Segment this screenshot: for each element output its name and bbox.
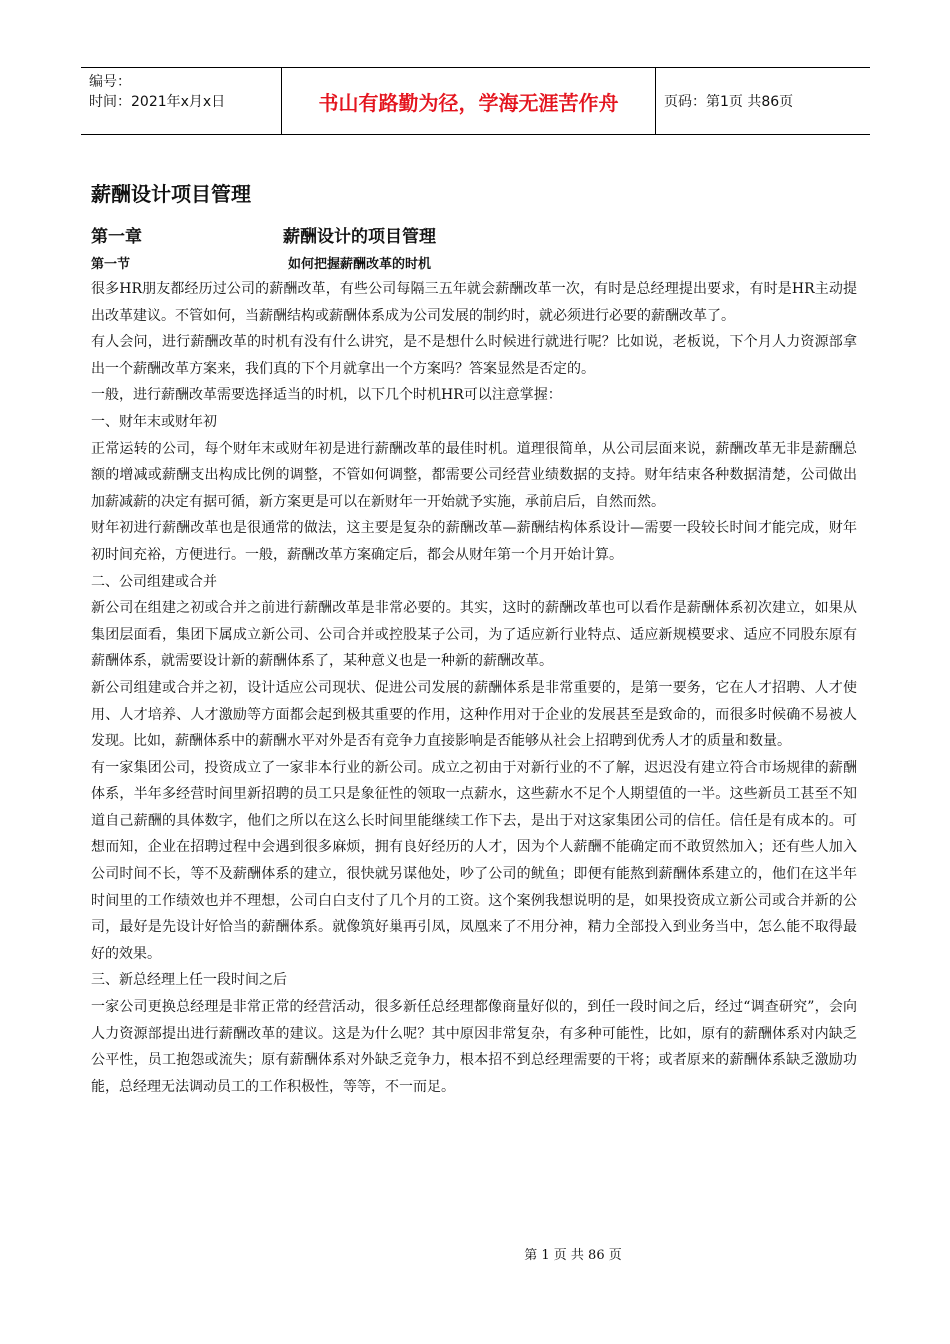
subheading: 三、新总经理上任一段时间之后: [91, 972, 287, 989]
paragraph: 一般，进行薪酬改革需要选择适当的时机，以下几个时机HR可以注意掌握：: [91, 387, 562, 404]
body-text: [91, 276, 857, 1100]
paragraph: 一家公司更换总经理是非常正常的经营活动，很多新任总经理都像商量好似的，到任一段时间之后，经过“调查研究”，会向人力资源部提出进行薪酬改革的建议。这是为什么呢？其中原因非常复杂，有多种可能性，比如，原有的薪酬体系对内缺乏公平性，员工抱怨或流失；原有薪酬体系对外缺乏竞争力，根本招不到总经理需要的干将；或者原来的薪酬体系缺乏激励功能，总经理无法调动员工的工作积极性，等等，不一而足。: [91, 999, 857, 1095]
subheading: 二、公司组建或合并: [91, 573, 217, 590]
section-title: 如何把握薪酬改革的时机: [288, 257, 432, 272]
paragraph: 很多HR朋友都经历过公司的薪酬改革，有些公司每隔三五年就会薪酬改革一次，有时是总经理提出要求，有时是HR主动提出改革建议。不管如何，当薪酬结构或薪酬体系成为公司发展的制约时，就必须进行必要的薪酬改革了。: [91, 281, 857, 324]
header-page-number: 页码：第1页 共86页: [664, 94, 794, 110]
paragraph: 新公司在组建之初或合并之前进行薪酬改革是非常必要的。其实，这时的薪酬改革也可以看作是薪酬体系初次建立，如果从集团层面看，集团下属成立新公司、公司合并或控股某子公司，为了适应新行业特点、适应新规模要求、适应不同股东原有薪酬体系，就需要设计新的薪酬体系了，某种意义也是一种新的薪酬改革。: [91, 600, 857, 670]
document-title: 薪酬设计项目管理: [91, 182, 251, 206]
chapter-heading: [91, 222, 857, 247]
header-motto-cell: [282, 68, 656, 134]
page-header: [81, 67, 870, 135]
paragraph: 正常运转的公司，每个财年末或财年初是进行薪酬改革的最佳时机。道理很简单，从公司层面来说，薪酬改革无非是薪酬总额的增减或薪酬支出构成比例的调整，不管如何调整，都需要公司经营业绩数据的支持。财年结束各种数据清楚，公司做出加薪减薪的决定有据可循，新方案更是可以在新财年一开始就予实施，承前启后，自然而然。: [91, 440, 857, 510]
chapter-number: 第一章: [91, 227, 142, 247]
header-motto: 书山有路勤为径，学海无涯苦作舟: [318, 90, 619, 115]
paragraph: 新公司组建或合并之初，设计适应公司现状、促进公司发展的薪酬体系是非常重要的，是第一要务，它在人才招聘、人才使用、人才培养、人才激励等方面都会起到极其重要的作用，这种作用对于企业的发展甚至是致命的，而很多时候确不易被人发现。比如，薪酬体系中的薪酬水平对外是否有竞争力直接影响是否能够从社会上招聘到优秀人才的质量和数量。: [91, 679, 857, 750]
paragraph: 财年初进行薪酬改革也是很通常的做法，这主要是复杂的薪酬改革—薪酬结构体系设计—需要一段较长时间才能完成，财年初时间充裕，方便进行。一般，薪酬改革方案确定后，都会从财年第一个月开始计算。: [91, 520, 857, 563]
paragraph: 有人会问，进行薪酬改革的时机有没有什么讲究，是不是想什么时候进行就进行呢？比如说，老板说，下个月人力资源部拿出一个薪酬改革方案来，我们真的下个月就拿出一个方案吗？答案显然是否定的。: [91, 334, 857, 377]
header-page-cell: [656, 68, 870, 134]
subheading: 一、财年末或财年初: [91, 413, 217, 430]
document-date: 时间：2021年x月x日: [89, 94, 226, 110]
section-number: 第一节: [91, 257, 131, 272]
page-footer: [0, 1244, 950, 1263]
document-number-label: 编号：: [89, 74, 131, 90]
section-heading: [91, 253, 857, 272]
paragraph: 有一家集团公司，投资成立了一家非本行业的新公司。成立之初由于对新行业的不了解，迟迟没有建立符合市场规律的薪酬体系，半年多经营时间里新招聘的员工只是象征性的领取一点薪水，这些薪水不足个人期望值的一半。这些新员工甚至不知道自己薪酬的具体数字，他们之所以在这么长时间里能继续工作下去，是出于对这家集团公司的信任。信任是有成本的。可想而知，企业在招聘过程中会遇到很多麻烦，拥有良好经历的人才，因为个人薪酬不能确定而不敢贸然加入；还有些人加入公司时间不长，等不及薪酬体系的建立，很快就另谋他处，吵了公司的鱿鱼；即便有能熬到薪酬体系建立的，他们在这半年时间里的工作绩效也并不理想，公司白白支付了几个月的工资。这个案例我想说明的是，如果投资成立新公司或合并新的公司，最好是先设计好恰当的薪酬体系。就像筑好巢再引凤，凤凰来了不用分神，精力全部投入到业务当中，怎么能不取得最好的效果。: [91, 759, 857, 962]
footer-page-number: 第 1 页 共 86 页: [524, 1248, 622, 1263]
header-info-cell: [81, 68, 282, 134]
chapter-title: 薪酬设计的项目管理: [283, 227, 436, 247]
